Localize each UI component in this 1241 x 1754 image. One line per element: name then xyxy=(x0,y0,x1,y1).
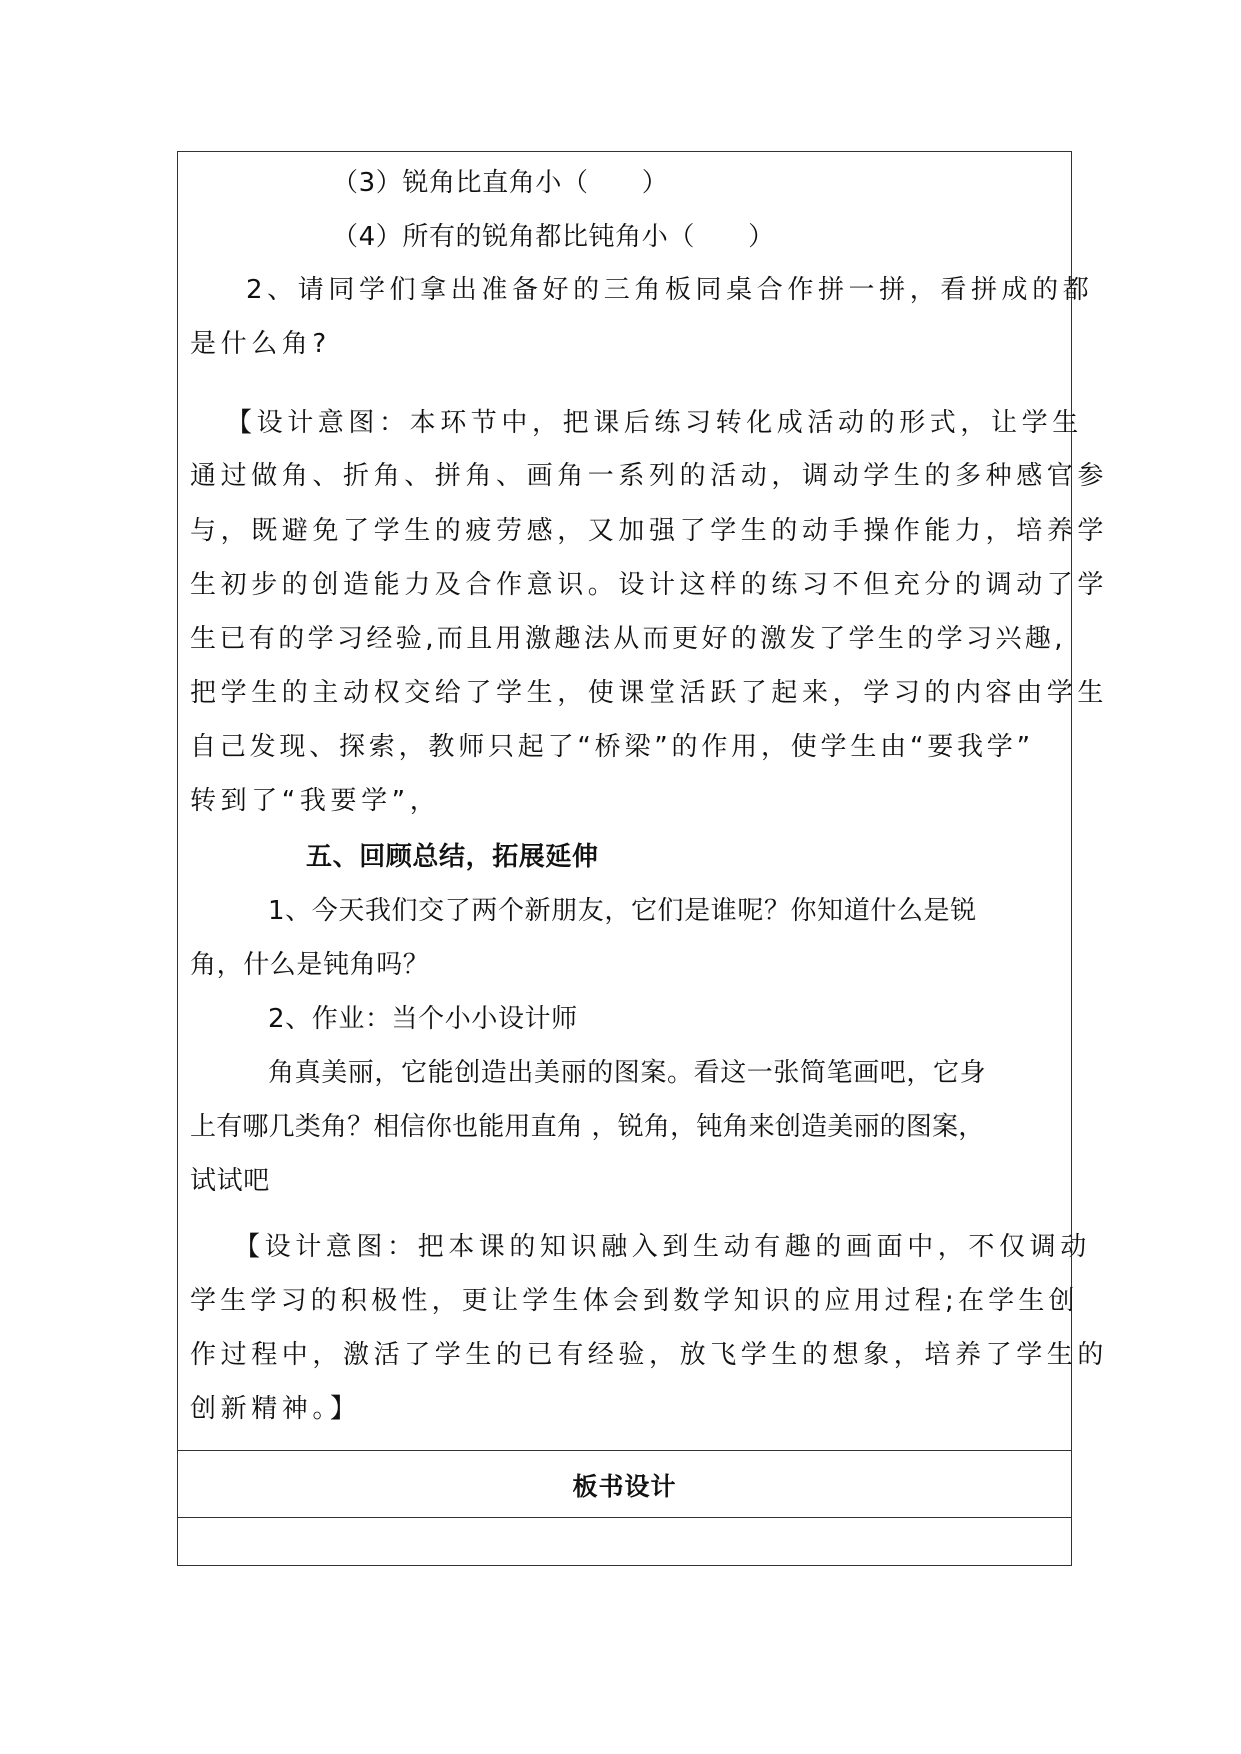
summary-item-1-line1: 1、今天我们交了两个新朋友，它们是谁呢？你知道什么是锐 xyxy=(268,896,977,926)
activity-item-2-line1: 2、请同学们拿出准备好的三角板同桌合作拼一拼，看拼成的都 xyxy=(246,275,1094,305)
design-intent-2-line3: 作过程中，激活了学生的已有经验，放飞学生的想象，培养了学生的 xyxy=(190,1340,1109,1370)
design-intent-1-line2: 通过做角、折角、拼角、画角一系列的活动，调动学生的多种感官参 xyxy=(190,461,1109,491)
homework-para-line3: 试试吧 xyxy=(190,1166,270,1196)
lesson-plan-table xyxy=(177,151,1109,1566)
design-intent-1-line4: 生初步的创造能力及合作意识。设计这样的练习不但充分的调动了学 xyxy=(190,570,1109,600)
exercise-q4: （4）所有的锐角都比钝角小（ ） xyxy=(332,222,775,252)
lesson-content-cell xyxy=(178,152,1109,1451)
design-intent-2-line4: 创新精神。】 xyxy=(190,1394,361,1424)
homework-para-line2: 上有哪几类角？相信你也能用直角 ，锐角，钝角来创造美丽的图案， xyxy=(190,1112,985,1142)
summary-item-2: 2、作业：当个小小设计师 xyxy=(268,1004,578,1034)
section-5-heading: 五、回顾总结，拓展延伸 xyxy=(306,842,599,872)
design-intent-1-line7: 自己发现、探索，教师只起了“桥梁”的作用，使学生由“要我学” xyxy=(190,732,1034,762)
homework-para-line1: 角真美丽，它能创造出美丽的图案。看这一张简笔画吧，它身 xyxy=(268,1058,987,1088)
design-intent-1-line6: 把学生的主动权交给了学生，使课堂活跃了起来，学习的内容由学生 xyxy=(190,678,1109,708)
design-intent-1-line5: 生已有的学习经验,而且用激趣法从而更好的激发了学生的学习兴趣, xyxy=(190,624,1066,654)
design-intent-1-line3: 与，既避免了学生的疲劳感，又加强了学生的动手操作能力，培养学 xyxy=(190,516,1109,546)
summary-item-1-line2: 角，什么是钝角吗？ xyxy=(190,950,430,980)
design-intent-2-line2: 学生学习的积极性，更让学生体会到数学知识的应用过程;在学生创 xyxy=(190,1286,1079,1316)
exercise-q3: （3）锐角比直角小（ ） xyxy=(332,168,669,198)
design-intent-2-line1: 【设计意图：把本课的知识融入到生动有趣的画面中，不仅调动 xyxy=(234,1232,1091,1262)
board-design-header-cell xyxy=(178,1451,1071,1518)
activity-item-2-line2: 是什么角? xyxy=(190,329,331,359)
design-intent-1-line1: 【设计意图：本环节中，把课后练习转化成活动的形式，让学生 xyxy=(226,408,1083,438)
design-intent-1-line8: 转到了“我要学”， xyxy=(190,786,441,816)
board-design-title: 板书设计 xyxy=(572,1472,677,1501)
